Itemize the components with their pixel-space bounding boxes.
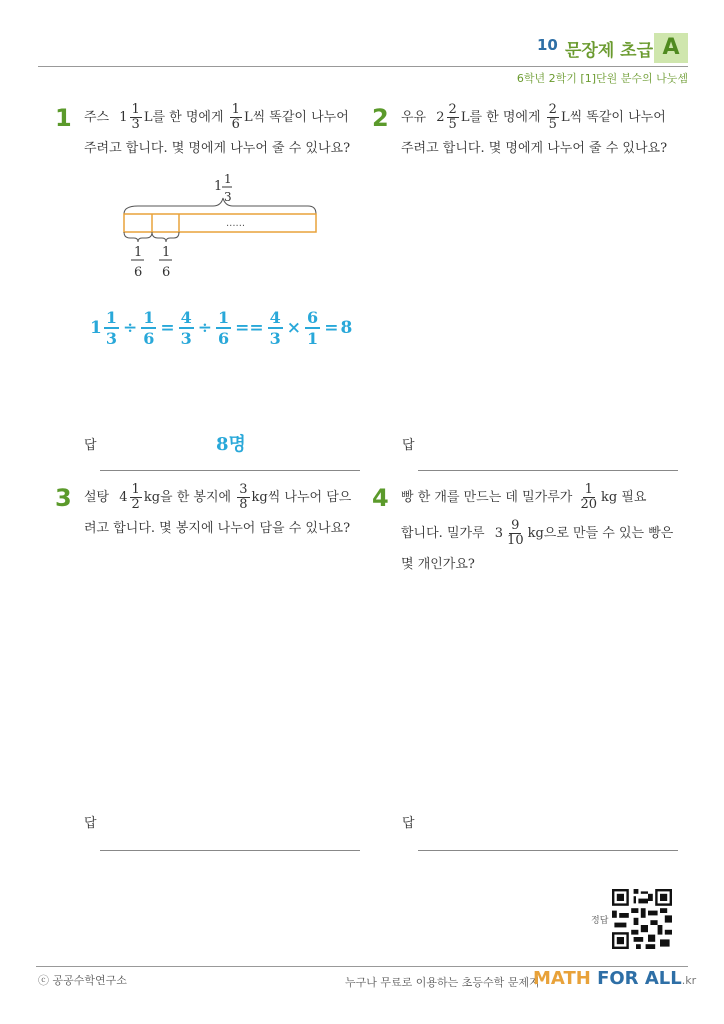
problem-4-answer-line (418, 850, 678, 851)
diagram-dots: ...... (226, 218, 246, 229)
diagram-top-num: 1 (224, 172, 232, 186)
problem-4-fraction-b: $\frac{1}{20}$ (580, 482, 598, 512)
problem-1-fraction-a: $\frac{1}{3}$ (131, 102, 140, 132)
problem-1-whole: 1 (119, 110, 128, 125)
problem-2-text (401, 100, 686, 162)
sol-op-1: ÷ (122, 318, 138, 338)
problem-4-text-c: 합니다. 밀가루 (401, 526, 485, 541)
footer-divider (36, 966, 688, 967)
sol-frac-1: $\frac{1}{3}$ (105, 308, 117, 348)
diagram-top-brace (124, 198, 316, 214)
problem-1-text-line2: 주려고 합니다. 몇 명에게 나누어 줄 수 있나요? (84, 141, 351, 156)
problem-4-answer-label: 답 (402, 816, 415, 831)
problem-1-solution (90, 308, 352, 348)
problem-3-text-b: kg을 한 봉지에 (143, 490, 232, 505)
problem-1-fraction-b: $\frac{1}{6}$ (231, 102, 240, 132)
diagram-top-whole: 1 (214, 179, 223, 194)
problem-1-text-c: L씩 똑같이 나누어 (243, 110, 349, 125)
brand-all: ALL (644, 968, 682, 989)
problem-1-text-b: L를 한 명에게 (143, 110, 224, 125)
sol-frac-6: $\frac{6}{1}$ (307, 308, 319, 348)
sol-result: 8 (340, 318, 353, 338)
problem-4-line2 (401, 516, 691, 552)
problem-2-text-a: 우유 (401, 110, 427, 125)
footer-brand-logo (533, 968, 696, 989)
sol-frac-2: $\frac{1}{6}$ (143, 308, 155, 348)
problem-2-fraction-a: $\frac{2}{5}$ (448, 102, 457, 132)
sol-eq-2: == (235, 318, 264, 338)
problem-3-number: 3 (55, 484, 72, 512)
sol-frac-5: $\frac{4}{3}$ (269, 308, 281, 348)
problem-3-text (84, 480, 369, 542)
sol-op-2: ÷ (197, 318, 213, 338)
problem-1-text (84, 100, 364, 162)
problem-3-text-a: 설탕 (84, 490, 110, 505)
diagram-seg2-den: 6 (162, 265, 171, 280)
problem-3-text-c: kg씩 나누어 담으 (251, 490, 352, 505)
level-badge: A (654, 33, 688, 63)
answer-qr-code-icon[interactable] (612, 889, 672, 949)
worksheet-subtitle: 6학년 2학기 [1]단원 분수의 나눗셈 (516, 72, 688, 85)
header-divider (38, 66, 688, 67)
problem-4-text-b: kg 필요 (601, 490, 647, 505)
problem-1-answer-label: 답 (84, 438, 97, 453)
diagram-top-den: 3 (224, 190, 232, 204)
problem-3-whole: 4 (119, 490, 128, 505)
problem-4-fraction-a: $\frac{9}{10}$ (507, 518, 524, 548)
problem-4-text-line3: 몇 개인가요? (401, 557, 475, 572)
diagram-seg1-den: 6 (134, 265, 143, 280)
problem-4-text-a: 빵 한 개를 만드는 데 밀가루가 (401, 490, 573, 505)
diagram-brace-2 (152, 232, 179, 242)
problem-1-bar-diagram (118, 168, 328, 283)
sol-frac-4: $\frac{1}{6}$ (218, 308, 230, 348)
problem-4-number: 4 (372, 484, 389, 512)
problem-1-text-a: 주스 (84, 110, 110, 125)
problem-4-text (401, 480, 691, 578)
sol-eq-3: = (324, 318, 339, 338)
problem-2-answer-label: 답 (402, 438, 415, 453)
qr-label: 정답 (591, 916, 609, 926)
footer-tagline: 누구나 무료로 이용하는 초등수학 문제지 (345, 976, 540, 989)
problem-4-text-d: kg으로 만들 수 있는 빵은 (527, 526, 674, 541)
problem-4-whole: 3 (494, 526, 504, 541)
footer-copyright: ⓒ 공공수학연구소 (38, 974, 127, 987)
sol-whole-1: 1 (90, 318, 102, 338)
diagram-brace-1 (124, 232, 152, 242)
problem-1-answer-value: 8명 (216, 434, 246, 455)
problem-3-fraction-b: $\frac{3}{8}$ (239, 482, 248, 512)
problem-2-answer-line (418, 470, 678, 471)
problem-3-answer-label: 답 (84, 816, 97, 831)
problem-1-answer-line (100, 470, 360, 471)
problem-1-number: 1 (55, 104, 72, 132)
problem-3-answer-line (100, 850, 360, 851)
brand-kr: .kr (681, 974, 697, 987)
worksheet-number: 10 (537, 36, 558, 54)
problem-2-text-line2: 주려고 합니다. 몇 명에게 나누어 줄 수 있나요? (401, 141, 668, 156)
problem-2-text-b: L를 한 명에게 (460, 110, 541, 125)
sol-op-3: × (286, 318, 302, 338)
problem-3-text-line2: 려고 합니다. 몇 봉지에 나누어 담을 수 있나요? (84, 521, 351, 536)
sol-frac-3: $\frac{4}{3}$ (180, 308, 192, 348)
problem-2-text-c: L씩 똑같이 나누어 (560, 110, 666, 125)
brand-math: MATH (533, 968, 591, 989)
sol-eq-1: = (160, 318, 175, 338)
diagram-seg1-num: 1 (134, 245, 143, 260)
problem-2-whole: 2 (436, 110, 445, 125)
diagram-seg2-num: 1 (162, 245, 171, 260)
diagram-bar (124, 214, 316, 232)
problem-2-fraction-b: $\frac{2}{5}$ (548, 102, 557, 132)
problem-3-fraction-a: $\frac{1}{2}$ (131, 482, 140, 512)
worksheet-title: 문장제 초급 (565, 41, 654, 61)
problem-2-number: 2 (372, 104, 389, 132)
brand-for: FOR (597, 968, 639, 989)
